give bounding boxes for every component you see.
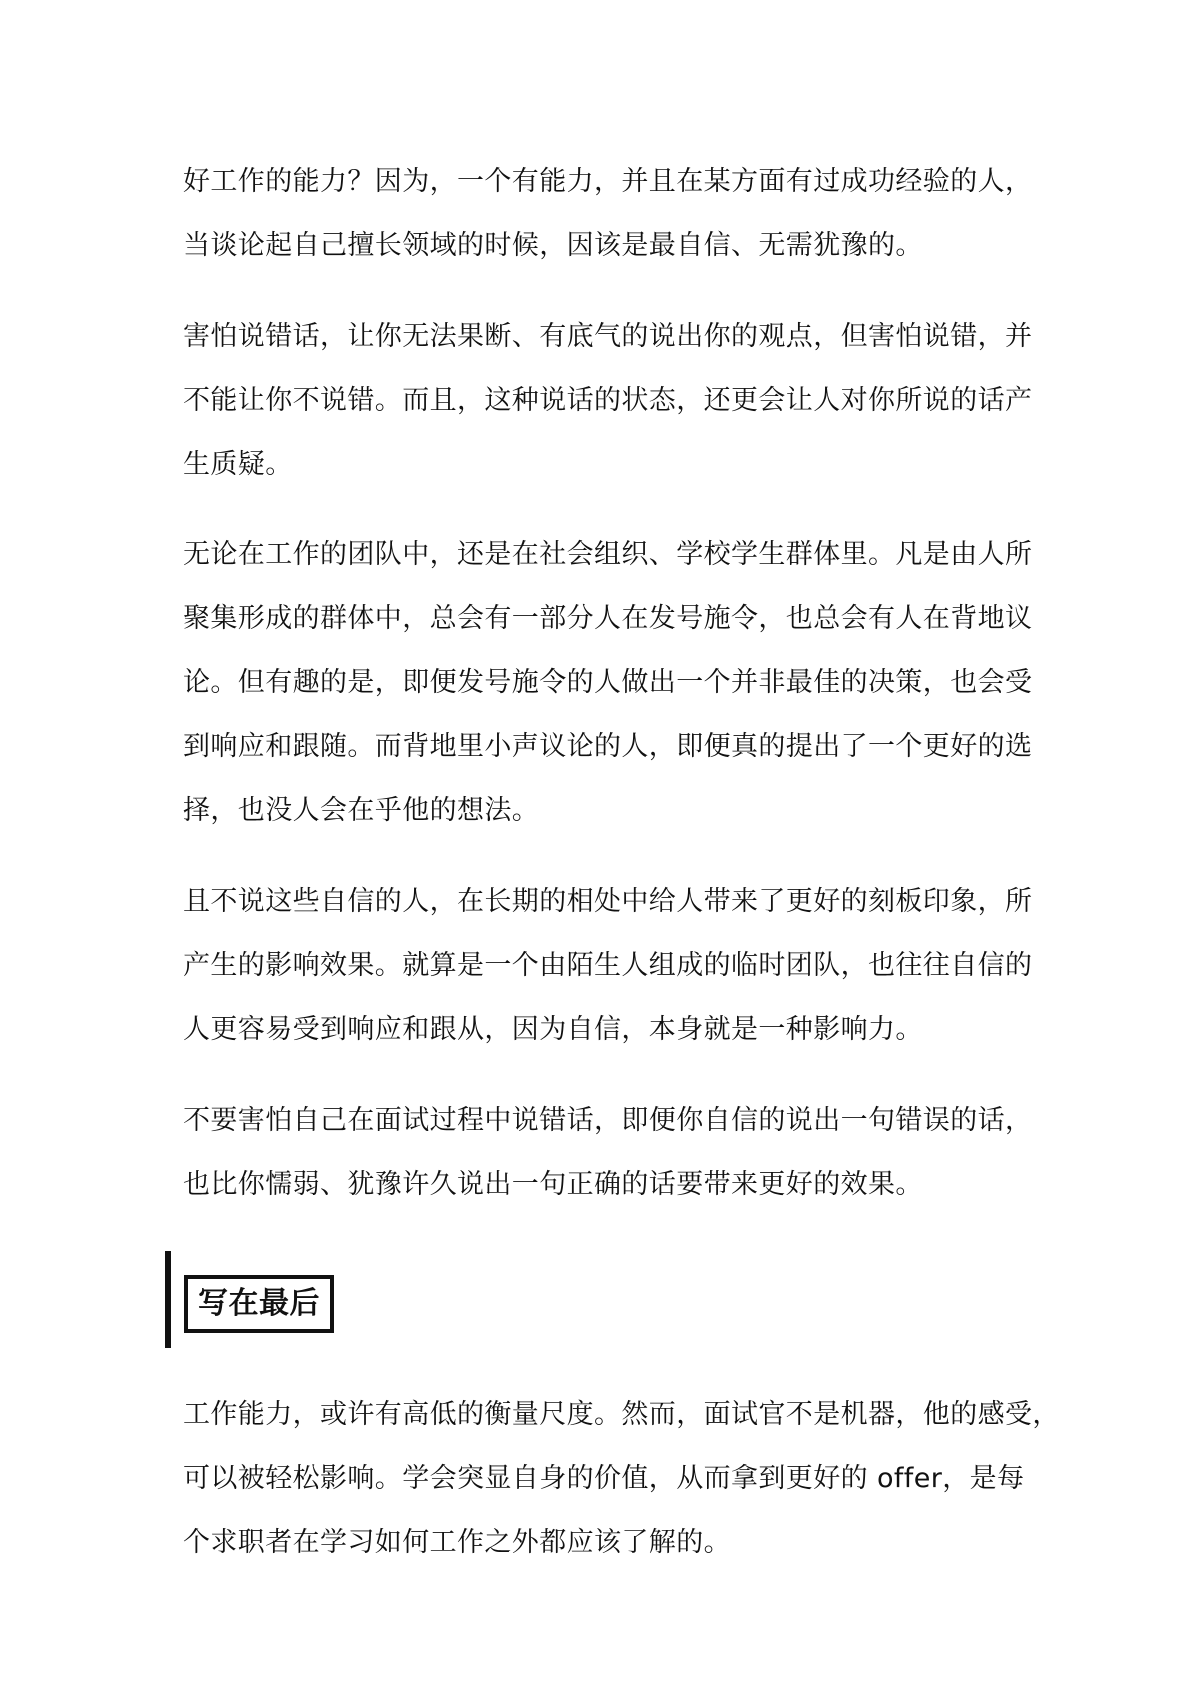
paragraph-line: 工作能力，或许有高低的衡量尺度。然而，面试官不是机器，他的感受， <box>183 1399 1060 1430</box>
paragraph-line: 好工作的能力？因为，一个有能力，并且在某方面有过成功经验的人， <box>183 166 1033 197</box>
paragraph-4 <box>183 870 1043 1062</box>
paragraph-line: 可以被轻松影响。学会突显自身的价值，从而拿到更好的 offer，是每 <box>183 1463 1025 1494</box>
section-heading-box <box>184 1275 334 1333</box>
paragraph-line: 产生的影响效果。就算是一个由陌生人组成的临时团队，也往往自信的 <box>183 950 1033 981</box>
paragraph-line: 到响应和跟随。而背地里小声议论的人，即便真的提出了一个更好的选 <box>183 731 1033 762</box>
paragraph-line: 当谈论起自己擅长领域的时候，因该是最自信、无需犹豫的。 <box>183 230 923 261</box>
paragraph-line: 个求职者在学习如何工作之外都应该了解的。 <box>183 1527 731 1558</box>
paragraph-line: 人更容易受到响应和跟从，因为自信，本身就是一种影响力。 <box>183 1014 923 1045</box>
paragraph-3 <box>183 523 1043 843</box>
paragraph-line: 择，也没人会在乎他的想法。 <box>183 795 540 826</box>
section-heading-accent-bar <box>165 1251 171 1348</box>
paragraph-line: 论。但有趣的是，即便发号施令的人做出一个并非最佳的决策，也会受 <box>183 667 1033 698</box>
paragraph-line: 也比你懦弱、犹豫许久说出一句正确的话要带来更好的效果。 <box>183 1169 923 1200</box>
paragraph-line: 不要害怕自己在面试过程中说错话，即便你自信的说出一句错误的话， <box>183 1105 1033 1136</box>
paragraph-line: 不能让你不说错。而且，这种说话的状态，还更会让人对你所说的话产 <box>183 385 1033 416</box>
paragraph-line: 聚集形成的群体中，总会有一部分人在发号施令，也总会有人在背地议 <box>183 603 1033 634</box>
paragraph-line: 生质疑。 <box>183 449 293 480</box>
paragraph-1 <box>183 150 1043 278</box>
paragraph-line: 害怕说错话，让你无法果断、有底气的说出你的观点，但害怕说错，并 <box>183 321 1033 352</box>
paragraph-line: 无论在工作的团队中，还是在社会组织、学校学生群体里。凡是由人所 <box>183 539 1033 570</box>
section-heading: 写在最后 <box>198 1286 320 1321</box>
closing-paragraph <box>183 1383 1060 1575</box>
paragraph-5 <box>183 1089 1043 1217</box>
paragraph-2 <box>183 305 1043 497</box>
paragraph-line: 且不说这些自信的人，在长期的相处中给人带来了更好的刻板印象，所 <box>183 886 1033 917</box>
